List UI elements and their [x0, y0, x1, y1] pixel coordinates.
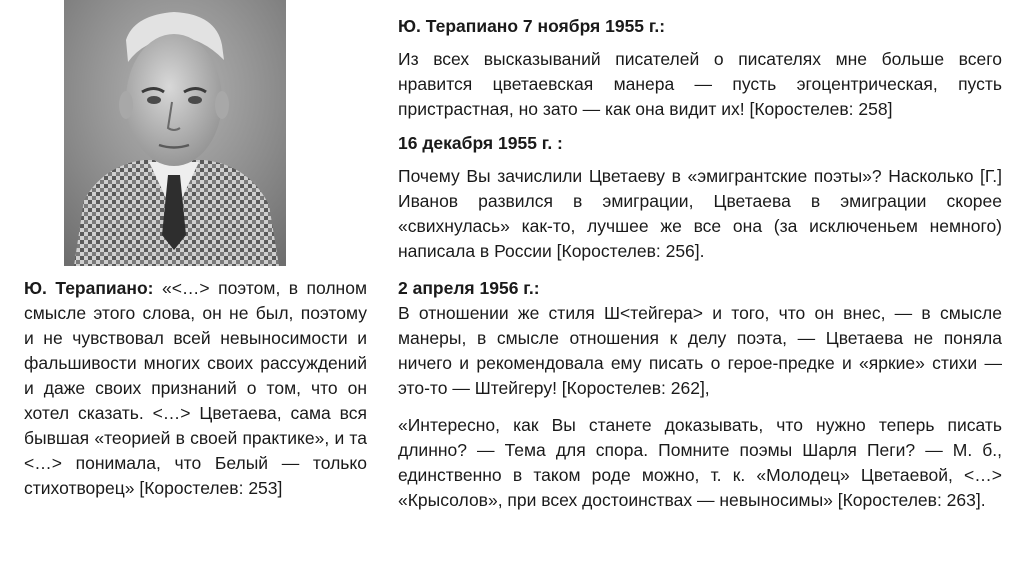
entry-text-3b: «Интересно, как Вы станете доказывать, что нужно теперь писать длинно? — Тема для спора. Помните поэмы Шарля Пеги? — М. б., единственно в таком роде можно, т. к. «Молодец» Цветаевой, <…> «Крысолов», при всех достоинствах — невыносимы» [Коростелев: 263].: [398, 415, 1002, 510]
entry-text-1: Из всех высказываний писателей о писателях мне больше всего нравится цветаевская манера — пусть эгоцентрическая, пусть пристрастная, но зато — как она видит их! [Коростелев: 258]: [398, 49, 1002, 119]
entry-heading-2: 16 декабря 1955 г. :: [398, 133, 563, 153]
entry-text-2: Почему Вы зачислили Цветаеву в «эмигрантские поэты»? Насколько [Г.] Иванов развился в эмиграции, Цветаева в эмиграции скорее «свихнулась» как-то, лучшее же все она (за исключеньем немного) написала в России [Коростелев: 256].: [398, 166, 1002, 261]
left-quote: [24, 276, 367, 501]
quote-text: «<…> поэтом, в полном смысле этого слова, он не был, поэтому и не чувствовал всей невыносимости и фальшивости многих своих рассуждений и даже своих признаний о том, что он хотел сказать. <…> Цветаева, сама вся бывшая «теорией в своей практике», и та <…> понимала, что Белый — только стихотворец» [Коростелев: 253]: [24, 278, 367, 498]
entry-text-3a: В отношении же стиля Ш<тейгера> и того, что он внес, — в смысле манеры, в смысле отношения к делу поэта, — Цветаева не поняла ничего и рекомендовала ему писать о герое-предке и «яркие» стихи — это-то — Штейгеру! [Коростелев: 262],: [398, 303, 1002, 398]
portrait-photo: [64, 0, 286, 266]
portrait-icon: [64, 0, 286, 266]
entry-heading-1: Ю. Терапиано 7 ноября 1955 г.:: [398, 16, 666, 36]
quote-author: Ю. Терапиано:: [24, 278, 154, 298]
entry-heading-3: 2 апреля 1956 г.:: [398, 278, 540, 298]
correspondence-column: [398, 14, 1002, 522]
